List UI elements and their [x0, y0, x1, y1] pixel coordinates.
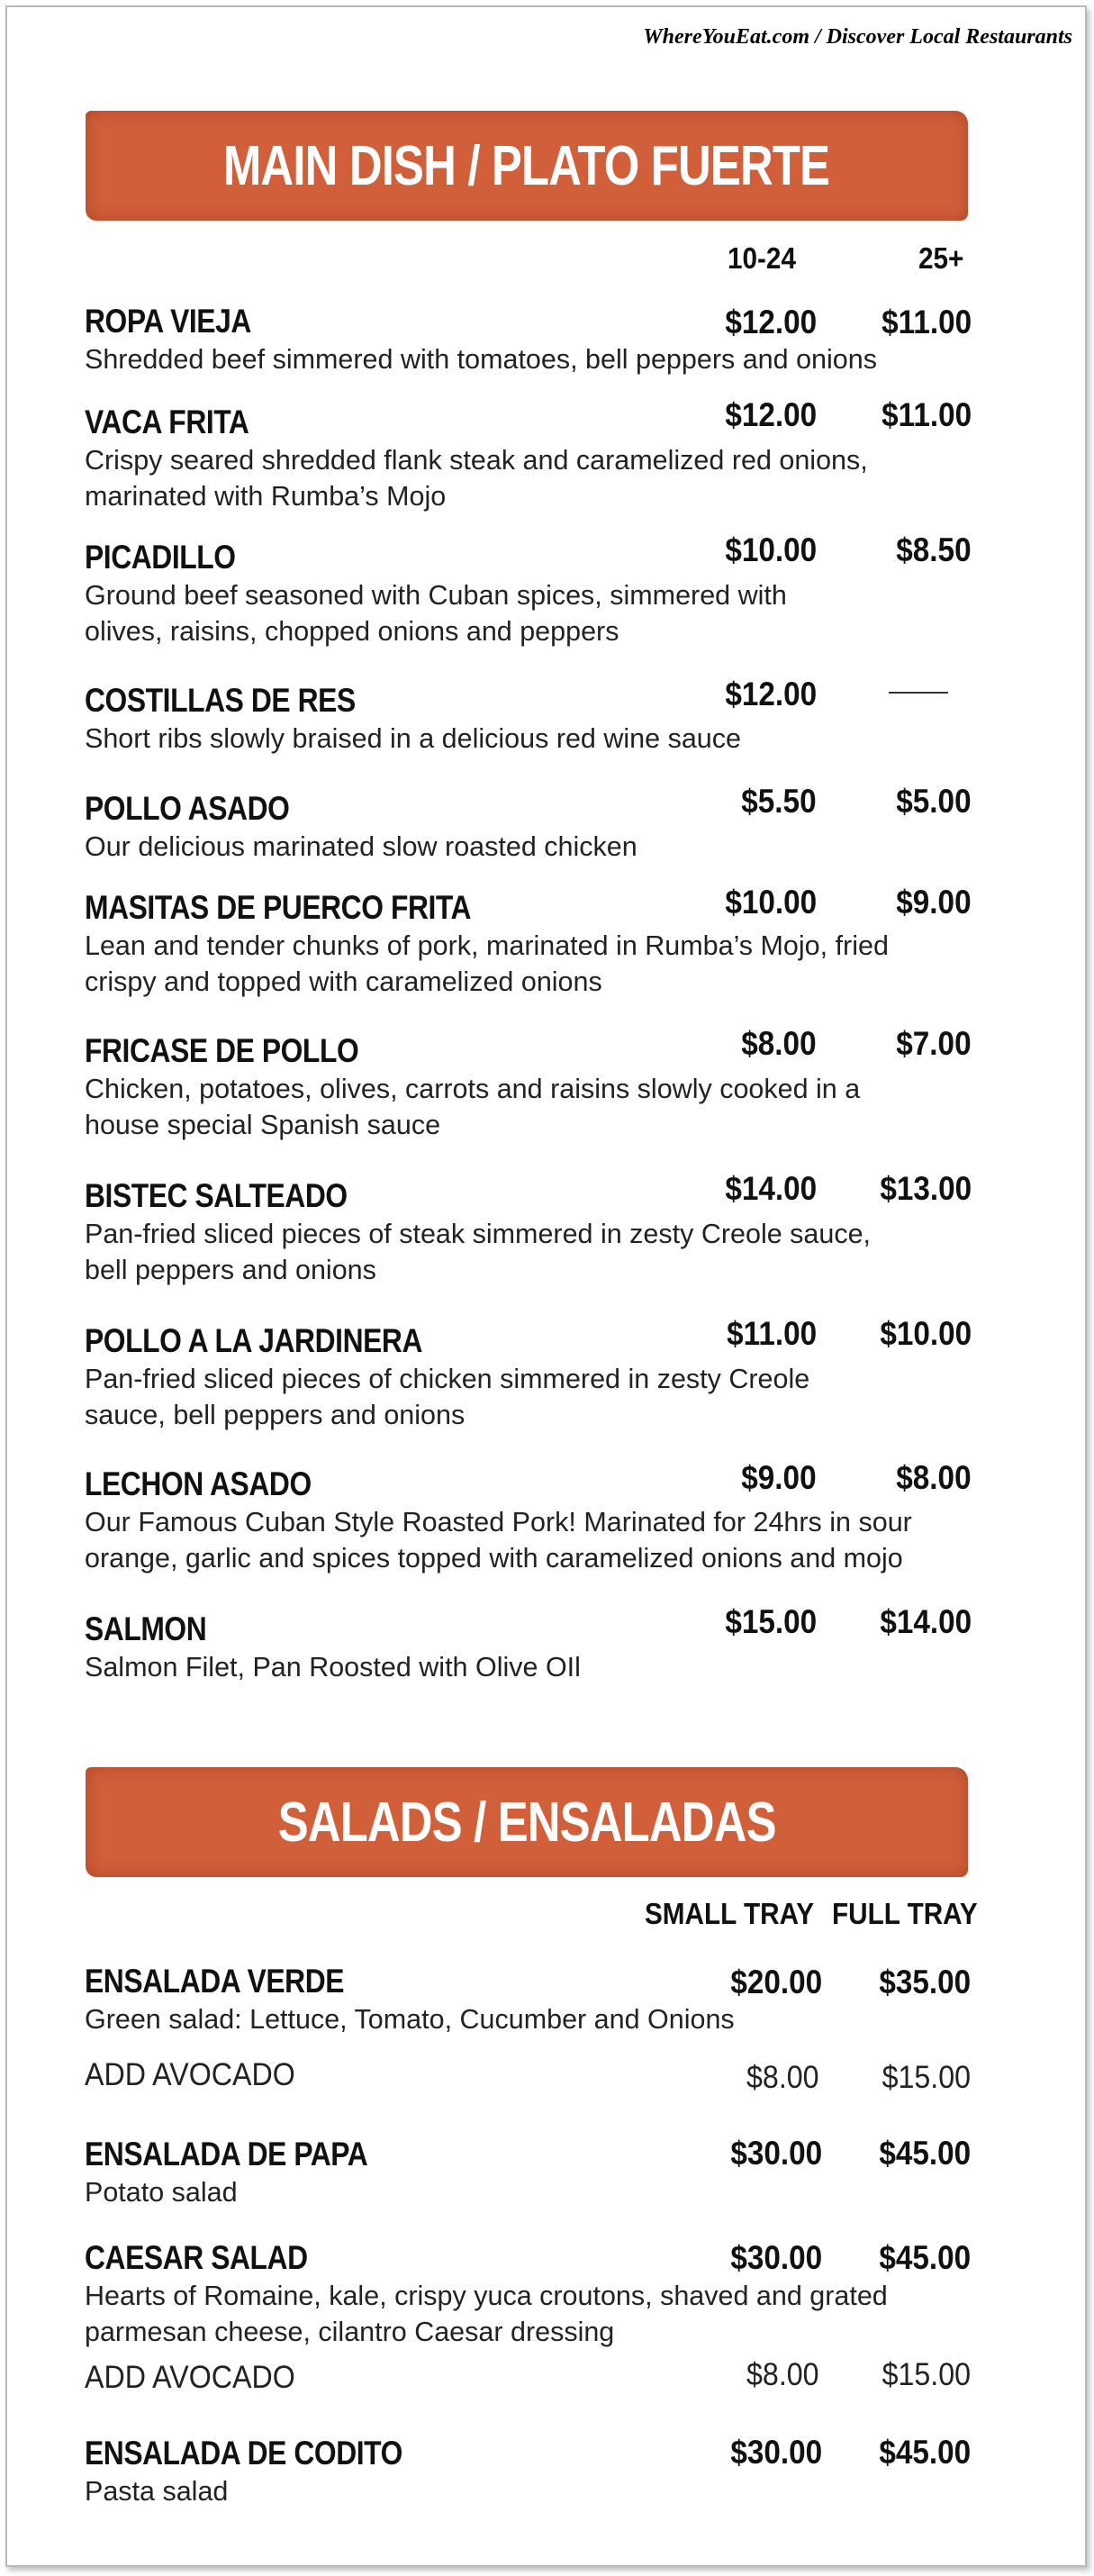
menu-item: [85, 1610, 985, 1685]
item-name: CAESAR SALAD: [85, 2239, 308, 2276]
item-price-25-plus: $7.00: [896, 1025, 972, 1062]
addon-price-small-tray: $8.00: [746, 2357, 819, 2392]
item-price-full-tray: $35.00: [879, 1964, 971, 2000]
menu-item: [85, 1465, 985, 1576]
item-price-25-plus: $13.00: [880, 1170, 972, 1207]
item-price-25-plus: $11.00: [881, 304, 972, 340]
item-name: POLLO ASADO: [85, 790, 290, 827]
item-price-full-tray: $45.00: [879, 2239, 971, 2276]
item-price-small-tray: $20.00: [730, 1964, 822, 2000]
item-name: VACA FRITA: [85, 404, 249, 440]
item-description: Pan-fried sliced pieces of chicken simmered in zesty Creole sauce, bell peppers and onions: [85, 1364, 810, 1430]
item-description: Potato salad: [85, 2177, 238, 2208]
addon-price-full-tray: $15.00: [882, 2357, 971, 2392]
item-price-small-tray: $30.00: [730, 2239, 822, 2276]
item-name: COSTILLAS DE RES: [85, 682, 356, 719]
main-dish-title: MAIN DISH / PLATO FUERTE: [223, 134, 830, 197]
menu-item: [85, 681, 985, 757]
menu-item: [85, 302, 985, 377]
item-price-10-24: $14.00: [725, 1170, 817, 1207]
item-description: Green salad: Lettuce, Tomato, Cucumber and Onions: [85, 2004, 735, 2035]
item-price-10-24: $9.00: [741, 1459, 817, 1496]
item-price-10-24: $10.00: [725, 531, 817, 568]
item-name: SALMON: [85, 1610, 207, 1647]
item-price-25-plus: $8.00: [896, 1459, 972, 1496]
item-price-10-24: $5.50: [741, 783, 817, 820]
item-price-25-plus: $11.00: [881, 396, 972, 433]
menu-item: [85, 2238, 985, 2350]
addon-price-full-tray: $15.00: [882, 2060, 971, 2095]
item-description: Short ribs slowly braised in a delicious red wine sauce: [85, 723, 741, 754]
addon-price-small-tray: $8.00: [746, 2060, 819, 2095]
menu-item: [85, 888, 985, 1000]
item-price-10-24: $8.00: [741, 1025, 817, 1062]
item-price-25-plus: $10.00: [880, 1315, 972, 1352]
col-header-small-tray: SMALL TRAY: [645, 1897, 815, 1930]
item-description: Ground beef seasoned with Cuban spices, simmered with olives, raisins, chopped onions and peppers: [85, 580, 787, 647]
item-description: Crispy seared shredded flank steak and caramelized red onions, marinated with Rumba’s Mojo: [85, 445, 868, 512]
addon-label: ADD AVOCADO: [85, 2360, 295, 2395]
salads-banner: [86, 1767, 968, 1877]
item-name: FRICASE DE POLLO: [85, 1032, 359, 1069]
item-price-25-plus: $9.00: [896, 884, 972, 921]
menu-item: [85, 1962, 985, 2037]
menu-item: [85, 1321, 985, 1433]
item-price-10-24: $12.00: [725, 676, 817, 712]
item-price-full-tray: $45.00: [879, 2135, 971, 2172]
menu-item: [85, 1031, 985, 1143]
item-description: Lean and tender chunks of pork, marinated in Rumba’s Mojo, fried crispy and topped with caramelized onions: [85, 930, 889, 997]
item-name: ENSALADA DE PAPA: [85, 2136, 368, 2172]
item-price-10-24: $12.00: [725, 304, 817, 340]
watermark: WhereYouEat.com / Discover Local Restaurants: [643, 25, 1072, 49]
salads-title: SALADS / ENSALADAS: [277, 1791, 776, 1854]
item-name: BISTEC SALTEADO: [85, 1177, 348, 1214]
item-description: Our Famous Cuban Style Roasted Pork! Marinated for 24hrs in sour orange, garlic and spices topped with caramelized onions and mojo: [85, 1507, 912, 1574]
item-price-25-plus: $8.50: [896, 531, 972, 568]
item-name: PICADILLO: [85, 539, 236, 576]
item-price-10-24: $15.00: [725, 1603, 817, 1640]
item-price-small-tray: $30.00: [730, 2135, 822, 2172]
col-header-10-24: 10-24: [728, 241, 796, 275]
no-price-dash: [889, 692, 948, 694]
item-name: POLLO A LA JARDINERA: [85, 1322, 423, 1359]
menu-item: [85, 789, 985, 865]
menu-item: [85, 538, 985, 649]
menu-item: [85, 2135, 985, 2210]
item-description: Hearts of Romaine, kale, crispy yuca croutons, shaved and grated parmesan cheese, cilantro Caesar dressing: [85, 2281, 888, 2347]
main-dish-banner: [86, 111, 968, 221]
item-description: Shredded beef simmered with tomatoes, bell peppers and onions: [85, 344, 877, 375]
addon-label: ADD AVOCADO: [85, 2057, 295, 2092]
item-price-25-plus: $5.00: [896, 783, 972, 820]
menu-item: [85, 403, 985, 514]
col-header-full-tray: FULL TRAY: [832, 1897, 978, 1930]
menu-item: [85, 1176, 985, 1288]
item-name: ENSALADA DE CODITO: [85, 2435, 402, 2472]
item-price-10-24: $10.00: [725, 884, 817, 921]
item-name: ROPA VIEJA: [85, 303, 251, 340]
item-description: Pan-fried sliced pieces of steak simmered in zesty Creole sauce, bell peppers and onions: [85, 1219, 872, 1285]
item-name: ENSALADA VERDE: [85, 1963, 345, 2000]
item-price-25-plus: $14.00: [880, 1603, 972, 1640]
item-description: Salmon Filet, Pan Roosted with Olive OIl: [85, 1652, 581, 1683]
item-name: LECHON ASADO: [85, 1465, 312, 1502]
item-description: Pasta salad: [85, 2476, 229, 2507]
col-header-25-plus: 25+: [918, 241, 964, 275]
item-description: Chicken, potatoes, olives, carrots and raisins slowly cooked in a house special Spanish sauce: [85, 1074, 861, 1140]
item-price-full-tray: $45.00: [879, 2434, 971, 2471]
menu-item: [85, 2434, 985, 2509]
item-name: MASITAS DE PUERCO FRITA: [85, 889, 472, 926]
item-price-10-24: $12.00: [725, 396, 817, 433]
item-price-small-tray: $30.00: [730, 2434, 822, 2471]
item-price-10-24: $11.00: [726, 1315, 817, 1352]
item-description: Our delicious marinated slow roasted chicken: [85, 831, 637, 862]
